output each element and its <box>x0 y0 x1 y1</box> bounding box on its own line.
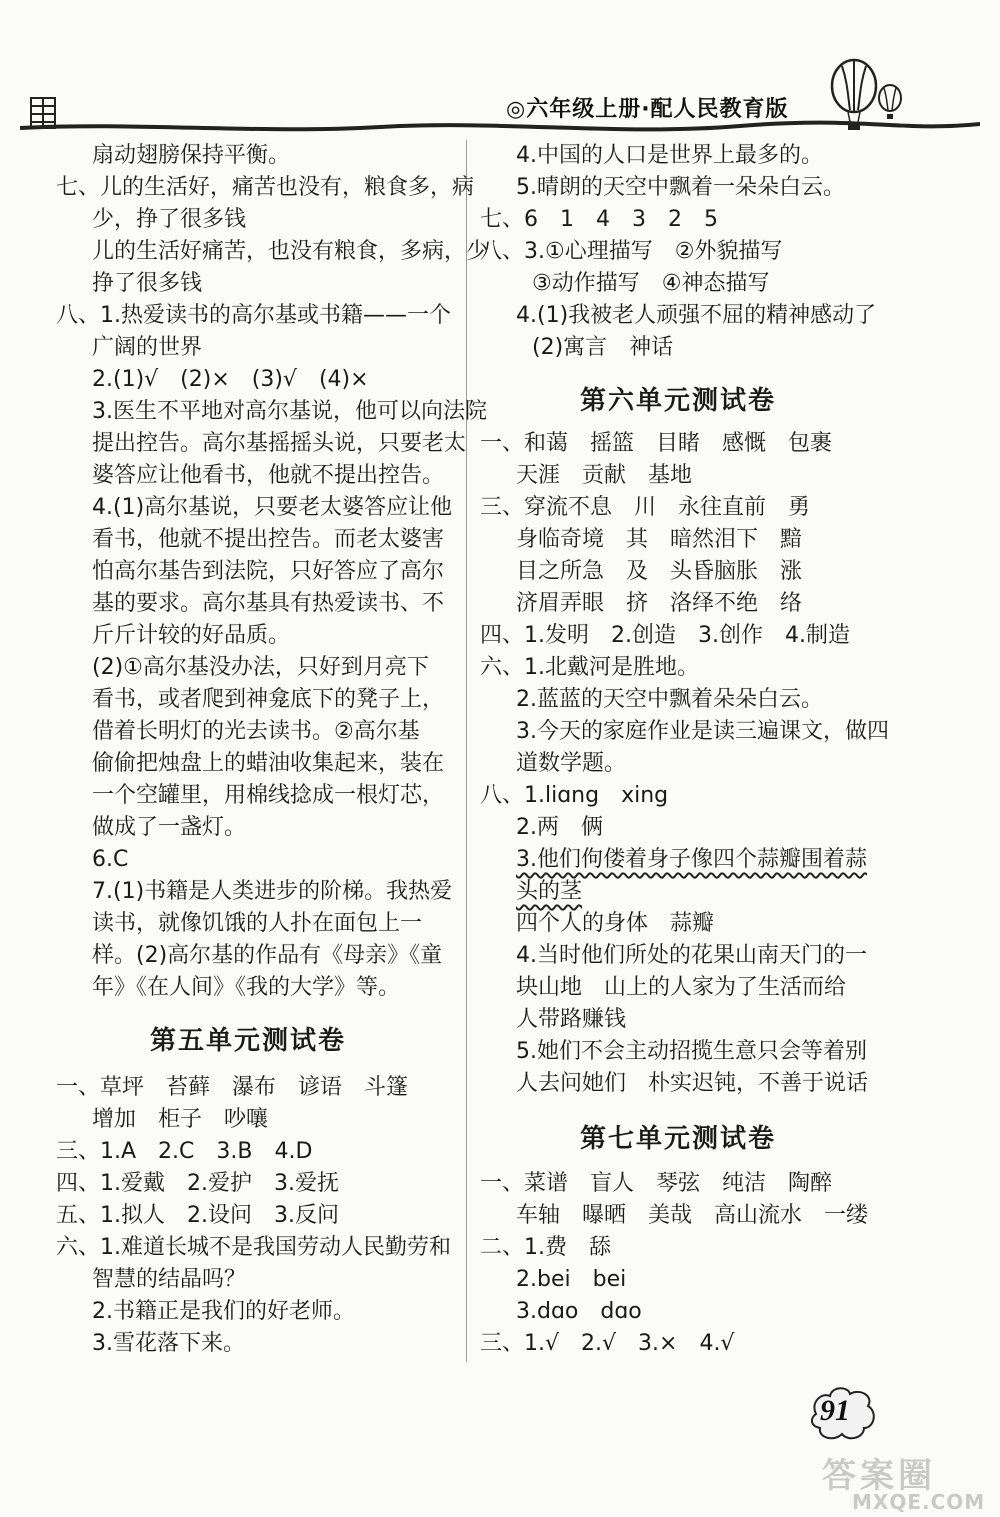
answer-line: 5.晴朗的天空中飘着一朵朵白云。 <box>516 175 845 200</box>
answer-line: 四、1.爱戴 2.爱护 3.爱抚 <box>56 1171 339 1196</box>
answer-line: 六、1.北戴河是胜地。 <box>480 655 699 680</box>
answer-line: 智慧的结晶吗？ <box>92 1267 247 1292</box>
answer-line: 道数学题。 <box>516 751 627 776</box>
hot-air-balloon-icon <box>820 58 910 138</box>
answer-line: 4.当时他们所处的花果山南天门的一 <box>516 943 867 968</box>
answer-line: 基的要求。高尔基具有热爱读书、不 <box>92 591 445 616</box>
answer-line: 4.(1)我被老人顽强不屈的精神感动了 <box>516 303 877 328</box>
answer-line: 3.医生不平地对高尔基说，他可以向法院 <box>92 399 487 424</box>
section-title-unit-5: 第五单元测试卷 <box>150 1026 347 1056</box>
answer-line: 7.(1)书籍是人类进步的阶梯。我热爱 <box>92 879 453 904</box>
answer-line: 少，挣了很多钱 <box>92 207 247 232</box>
answer-line: 八、3.①心理描写 ②外貌描写 <box>480 239 783 264</box>
answer-line: 做成了一盏灯。 <box>92 815 247 840</box>
answer-line: 一、和蔼 摇篮 目睹 感慨 包裹 <box>480 431 833 456</box>
answer-line-underlined: 头的茎 <box>516 879 583 904</box>
answer-line: 3.雪花落下来。 <box>92 1331 245 1356</box>
answer-line: 天涯 贡献 基地 <box>516 463 693 488</box>
answer-line: 看书，他就不提出控告。而老太婆害 <box>92 527 445 552</box>
answer-line: 目之所急 及 头昏脑胀 涨 <box>516 559 803 584</box>
answer-line: 儿的生活好痛苦，也没有粮食，多病，少 <box>92 239 489 264</box>
answer-line: 4.中国的人口是世界上最多的。 <box>516 143 823 168</box>
answer-line: 偷偷把烛盘上的蜡油收集起来，装在 <box>92 751 445 776</box>
answer-line: 2.(1)√ (2)× (3)√ (4)× <box>92 367 369 392</box>
answer-line: 2.书籍正是我们的好老师。 <box>92 1299 355 1324</box>
answer-line: 婆答应让他看书，他就不提出控告。 <box>92 463 445 488</box>
answer-line: 6.C <box>92 847 129 872</box>
page-number: 91 <box>820 1394 850 1427</box>
answer-line: 4.(1)高尔基说，只要老太婆答应让他 <box>92 495 453 520</box>
answer-line: 七、儿的生活好，痛苦也没有，粮食多，病 <box>56 175 475 200</box>
answer-line: 一、菜谱 盲人 琴弦 纯洁 陶醉 <box>480 1171 833 1196</box>
column-divider <box>466 140 467 1362</box>
answer-line: 八、1.热爱读书的高尔基或书籍——一个 <box>56 303 451 328</box>
answer-line: 5.她们不会主动招揽生意只会等着别 <box>516 1039 867 1064</box>
answer-line: 样。(2)高尔基的作品有《母亲》《童 <box>92 943 443 968</box>
section-title-unit-6: 第六单元测试卷 <box>580 386 777 416</box>
answer-line: 人去问她们 朴实迟钝，不善于说话 <box>516 1071 869 1096</box>
answer-line: 广阔的世界 <box>92 335 203 360</box>
answer-line: 五、1.拟人 2.设问 3.反问 <box>56 1203 339 1228</box>
answer-line: 看书，或者爬到神龛底下的凳子上， <box>92 687 445 712</box>
answer-line: 四个人的身体 蒜瓣 <box>516 911 715 936</box>
answer-line: 提出控告。高尔基摇摇头说，只要老太 <box>92 431 467 456</box>
answer-line: 八、1.liɑng xing <box>480 783 669 808</box>
answer-line: (2)①高尔基没办法，只好到月亮下 <box>92 655 429 680</box>
answer-line: 济眉弄眼 挤 洛绎不绝 络 <box>516 591 803 616</box>
answer-line-underlined: 3.他们佝偻着身子像四个蒜瓣围着蒜 <box>516 847 867 872</box>
answer-line: 读书，就像饥饿的人扑在面包上一 <box>92 911 423 936</box>
answer-line: 3.今天的家庭作业是读三遍课文，做四 <box>516 719 889 744</box>
section-title-unit-7: 第七单元测试卷 <box>580 1124 777 1154</box>
answer-line: 2.蓝蓝的天空中飘着朵朵白云。 <box>516 687 823 712</box>
answer-line: (2)寓言 神话 <box>532 335 674 360</box>
answer-line: 一个空罐里，用棉线捻成一根灯芯， <box>92 783 445 808</box>
answer-line: 挣了很多钱 <box>92 271 203 296</box>
answer-line: 增加 柜子 吵嚷 <box>92 1107 269 1132</box>
answer-line: 三、1.A 2.C 3.B 4.D <box>56 1139 313 1164</box>
answer-line: 块山地 山上的人家为了生活而给 <box>516 975 847 1000</box>
page-header-title: ◎六年级上册·配人民教育版 <box>506 97 789 122</box>
answer-line: 斤斤计较的好品质。 <box>92 623 291 648</box>
watermark-url: MXQE.COM <box>852 1490 986 1514</box>
answer-line: 扇动翅膀保持平衡。 <box>92 143 291 168</box>
answer-line: ③动作描写 ④神态描写 <box>532 271 770 296</box>
answer-line: 3.dɑo dɑo <box>516 1299 642 1324</box>
watermark-logo-text: 答案圈 <box>822 1456 936 1496</box>
answer-line: 一、草坪 苔藓 瀑布 谚语 斗篷 <box>56 1075 409 1100</box>
answer-line: 二、1.费 舔 <box>480 1235 611 1260</box>
answer-line: 怕高尔基告到法院，只好答应了高尔 <box>92 559 445 584</box>
answer-line: 车轴 曝晒 美哉 高山流水 一缕 <box>516 1203 869 1228</box>
answer-line: 三、1.√ 2.√ 3.× 4.√ <box>480 1331 735 1356</box>
answer-line: 借着长明灯的光去读书。②高尔基 <box>92 719 420 744</box>
answer-line: 三、穿流不息 川 永往直前 勇 <box>480 495 811 520</box>
answer-line: 六、1.难道长城不是我国劳动人民勤劳和 <box>56 1235 451 1260</box>
answer-line: 2.bei bei <box>516 1267 627 1292</box>
answer-line: 2.两 俩 <box>516 815 603 840</box>
answer-line: 七、6 1 4 3 2 5 <box>480 207 718 232</box>
answer-line: 人带路赚钱 <box>516 1007 627 1032</box>
watermark <box>822 1448 1000 1517</box>
answer-line: 年》《在人间》《我的大学》等。 <box>92 975 401 1000</box>
answer-line: 身临奇境 其 暗然泪下 黯 <box>516 527 803 552</box>
answer-line: 四、1.发明 2.创造 3.创作 4.制造 <box>480 623 850 648</box>
